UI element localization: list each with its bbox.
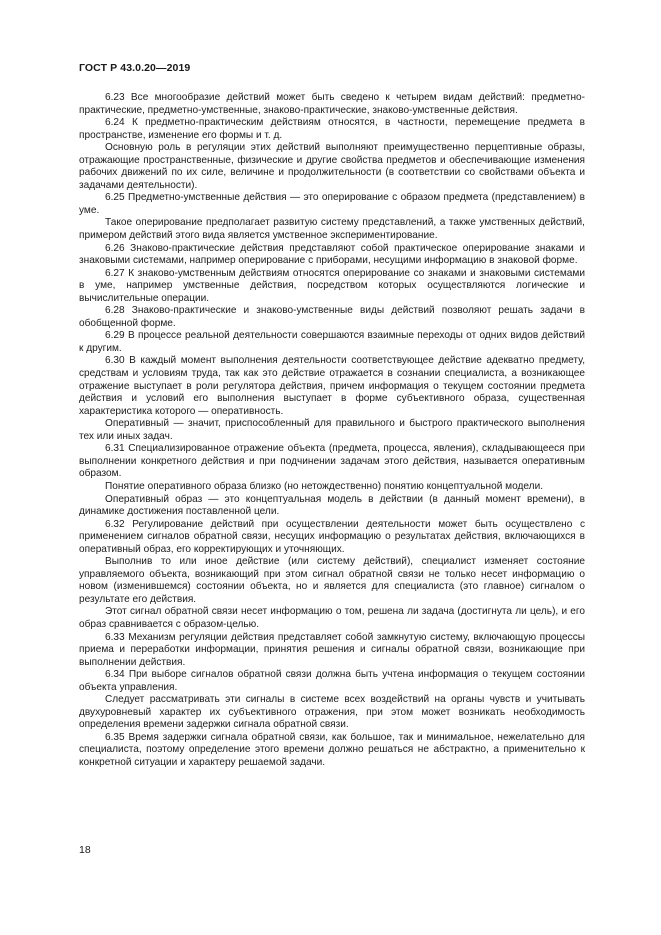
- document-body: [79, 92, 585, 770]
- paragraph-6-32-cont-2: Этот сигнал обратной связи несет информацию о том, решена ли задача (достигнута ли цель), и его образ сравнивается с образом-целью.: [79, 606, 585, 630]
- standard-header: ГОСТ Р 43.0.20—2019: [79, 62, 191, 74]
- paragraph-6-34: 6.34 При выборе сигналов обратной связи должна быть учтена информация о текущем состоянии объекта управления.: [79, 669, 585, 693]
- paragraph-6-24-cont: Основную роль в регуляции этих действий выполняют преимущественно перцептивные образы, отражающие пространственные, физические и другие свойства предметов и обеспечивающие изменения рабочих движений по их силе, величине и продолжительности (в соответствии со свойствами объекта и задачами деятельности).: [79, 142, 585, 191]
- paragraph-6-29: 6.29 В процессе реальной деятельности совершаются взаимные переходы от одних видов действий к другим.: [79, 330, 585, 354]
- paragraph-6-31-cont-1: Понятие оперативного образа близко (но нетождественно) понятию концептуальной модели.: [105, 480, 544, 492]
- paragraph-6-28: 6.28 Знаково-практические и знаково-умственные виды действий позволяют решать задачи в обобщенной форме.: [79, 305, 585, 329]
- paragraph-6-23: 6.23 Все многообразие действий может быть сведено к четырем видам действий: предметно-практические, предметно-умственные, знаково-практические, знаково-умственные действия.: [79, 92, 585, 116]
- page-number: 18: [79, 844, 91, 856]
- paragraph-6-33: 6.33 Механизм регуляции действия представляет собой замкнутую систему, включающую процессы приема и переработки информации, принятия решения и сигналы обратной связи, возникающие при выполнении действия.: [79, 631, 585, 668]
- paragraph-6-31: 6.31 Специализированное отражение объекта (предмета, процесса, явления), складывающееся при выполнении конкретного действия и при подчинении задачам этого действия, называется оперативным образом.: [79, 443, 585, 480]
- paragraph-6-34-cont: Следует рассматривать эти сигналы в системе всех воздействий на органы чувств и учитывать двухуровневый характер их субъективного отражения, при этом может возникать необходимость определения времени задержки сигнала обратной связи.: [79, 694, 585, 731]
- paragraph-6-30-cont: Оперативный — значит, приспособленный для правильного и быстрого практического выполнения тех или иных задач.: [79, 418, 585, 442]
- paragraph-6-25-cont: Такое оперирование предполагает развитую систему представлений, а также умственных действий, примером действий этого вида является умственное экспериментирование.: [79, 217, 585, 242]
- paragraph-6-32-cont-1: Выполнив то или иное действие (или систему действий), специалист изменяет состояние управляемого объекта, возникающий при этом сигнал обратной связи не только несет информацию о новом (изменившемся) состоянии объекта, но и является для специалиста (это главное) сигналом о результате его действия.: [79, 556, 585, 605]
- paragraph-6-30: 6.30 В каждый момент выполнения деятельности соответствующее действие адекватно предмету, средствам и условиям труда, так как это действие отражается в сознании специалиста, а возникающее отражение выступает в роли регулятора действия, причем информация о текущем состоянии предмета действия и условий его выполнения выступает в форме субъективного образа, существенная характеристика которого — оперативность.: [79, 355, 585, 417]
- paragraph-6-25: 6.25 Предметно-умственные действия — это оперирование с образом предмета (представлением) в уме.: [79, 192, 585, 216]
- paragraph-6-24: 6.24 К предметно-практическим действиям относятся, в частности, перемещение предмета в пространстве, изменение его формы и т. д.: [79, 117, 585, 141]
- paragraph-6-31-cont-2: Оперативный образ — это концептуальная модель в действии (в данный момент времени), в динамике достижения поставленной цели.: [79, 493, 585, 518]
- paragraph-6-26: 6.26 Знаково-практические действия представляют собой практическое оперирование знаками и знаковыми системами, например оперирование с приборами, несущими информацию в знаковой форме.: [79, 242, 585, 267]
- paragraph-6-27: 6.27 К знаково-умственным действиям относятся оперирование со знаками и знаковыми системами в уме, например умственные действия, посредством которых осуществляются логические и вычислительные операции.: [79, 267, 585, 304]
- paragraph-6-32: 6.32 Регулирование действий при осуществлении деятельности может быть осуществлено с применением сигналов обратной связи, несущих информацию о результатах действия, включающихся в оперативный образ, его корректирующих и уточняющих.: [79, 518, 585, 555]
- paragraph-6-35: 6.35 Время задержки сигнала обратной связи, как большое, так и минимальное, нежелательно для специалиста, поэтому определение этого времени должно решаться не абстрактно, а применительно к конкретной ситуации и характеру решаемой задачи.: [79, 731, 585, 768]
